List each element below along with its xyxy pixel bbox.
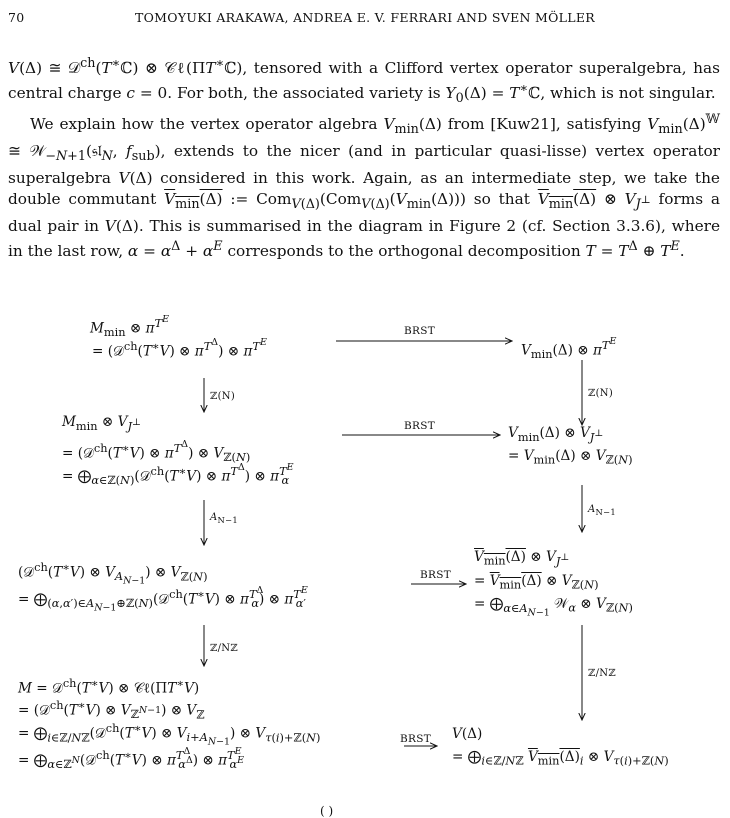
a-n-label-right (588, 500, 616, 523)
node-vmin-bar-tensor-vj: $V_{min}(\Delta)$ ⊗ $V_{J^\perp}$ (474, 549, 570, 568)
z-mod-n-label-right: ℤ/Nℤ (588, 668, 616, 679)
node-direct-sum-a-n: = $⨁_{(\alpha,\alpha')\in A_{N-1}\oplus ℤ(N)}(𝒟^{ch}(T^∗V)$ ⊗ $\pi^{T^\Delta}_\alpha$) ⊗ $\pi^{T^E}_{\alpha'}$ (18, 585, 308, 614)
body-text (8, 54, 720, 262)
node-m-min-tensor-pi: $M_{min}$ ⊗ $\pi^{T^E}$ (90, 314, 170, 340)
running-head (8, 10, 722, 30)
brst-label-3: BRST (420, 569, 452, 581)
node-v-delta: V(Δ) (452, 726, 483, 742)
commutative-diagram (0, 300, 730, 810)
a-letter-right: A (588, 504, 596, 515)
page-number: 70 (8, 10, 25, 25)
node-vmin-tensor-vzn: = $V_{min}(\Delta)$ ⊗ $V_{ℤ(N)}$ (508, 448, 633, 467)
node-dch-tensor-pi: = (𝒟$^{ch}$(T∗V) ⊗ $\pi^{T^\Delta}$) ⊗ $\pi^{T^E}$ (92, 337, 267, 360)
node-m-definition: M = 𝒟$^{ch}$(T∗V) ⊗ 𝒞ℓ(ΠT∗V) (18, 676, 200, 697)
brst-label-1: BRST (404, 325, 436, 337)
paragraph-1: V(Δ) ≅ 𝒟$^{ch}$(T∗ℂ) ⊗ 𝒞ℓ(ΠT∗ℂ), tensored with a Clifford vertex operator superalgebra, has central charge c = 0. For both, the associated variety is $Y_0(\Delta)$ = T∗ℂ, which is not singular. (8, 56, 720, 107)
node-vmin-bar-tensor-vzn: = $V_{min}(\Delta)$ ⊗ $V_{ℤ(N)}$ (474, 573, 599, 592)
node-dch-tensor-va: (𝒟$^{ch}$(T∗V) ⊗ $V_{A_{N-1}}$) ⊗ $V_{ℤ(N)}$ (18, 560, 208, 587)
node-vmin-tensor-pi: $V_{min}(\Delta)$ ⊗ $\pi^{T^E}$ (521, 336, 617, 362)
a-subscript-right: N−1 (595, 507, 616, 517)
z-n-label-right: ℤ(N) (588, 388, 614, 399)
partial-bottom-text: ( ) (320, 804, 334, 818)
brst-label-2: BRST (404, 420, 436, 432)
z-mod-n-label-left: ℤ/Nℤ (210, 643, 238, 654)
node-m-sum-z-n: = $⨁_{\alpha\in ℤ^N}(𝒟^{ch}(T^∗V)$ ⊗ $\pi^{T^\Delta}_{\alpha^\Delta}$) ⊗ $\pi^{T^E}_{\alpha^E}$ (18, 746, 245, 772)
node-w-alpha-sum: = $⨁_{\alpha\in A_{N-1}}$ 𝒲$_\alpha$ ⊗ $V_{ℤ(N)}$ (474, 596, 633, 618)
node-v-delta-sum: = $⨁_{i\in ℤ/Nℤ}$ $V_{min}(\Delta)_i$ ⊗ $V_{\tau(i)+ℤ(N)}$ (452, 749, 669, 768)
brst-label-4: BRST (400, 733, 432, 745)
paragraph-2: We explain how the vertex operator algebra $V_{min}(\Delta)$ from [Kuw21], satisfying $V_{min}(\Delta)^𝕎$ ≅ 𝒲$_{-N+1}$(𝔰𝔩$_N$, $f_{sub}$), extends to the nicer (and in particular quasi-lisse) vertex operator superalgebra V(Δ) considered in this work. Again, as an intermediate step, we take the double commutant $V_{min}(\Delta)$ := $Com_{V(\Delta)}(Com_{V(\Delta)}(V_{min}(\Delta)))$ so that $V_{min}(\Delta)$ ⊗ $V_{J^\perp}$ forms a dual pair in V(Δ). This is summarised in the diagram in Figure 2 (cf. Section 3.3.6), where in the last row, $\alpha = \alpha^\Delta + \alpha^E$ corresponds to the orthogonal decomposition $T = T^\Delta$ ⊕ $T^E$. (8, 112, 720, 260)
a-subscript: N−1 (217, 515, 238, 525)
z-n-label-left: ℤ(N) (210, 391, 236, 402)
node-direct-sum-z-n: = $⨁_{\alpha\in ℤ(N)}(𝒟^{ch}(T^∗V)$ ⊗ $\pi^{T^\Delta}$) ⊗ $\pi^{T^E}_\alpha$ (62, 462, 294, 488)
node-m-min-tensor-vj: $M_{min}$ ⊗ $V_{J^\perp}$ (62, 414, 141, 433)
header-authors: TOMOYUKI ARAKAWA, ANDREA E. V. FERRARI AND SVEN MÖLLER (134, 10, 595, 25)
node-m-sum-z-mod-n: = $⨁_{i\in ℤ/Nℤ}(𝒟^{ch}(T^∗V)$ ⊗ $V_{i+A_{N-1}}$) ⊗ $V_{\tau(i)+ℤ(N)}$ (18, 721, 321, 748)
node-dch-tensor-vzn: = (𝒟$^{ch}$(T∗V) ⊗ $\pi^{T^\Delta}$) ⊗ $V_{ℤ(N)}$ (62, 439, 251, 465)
a-n-label-left (210, 508, 238, 531)
a-letter: A (210, 512, 218, 523)
node-m-vz-form: = (𝒟$^{ch}$(T∗V) ⊗ $V_{ℤ^{N-1}}$) ⊗ $V_ℤ$ (18, 698, 205, 722)
node-vmin-tensor-vj: $V_{min}(\Delta)$ ⊗ $V_{J^\perp}$ (508, 425, 604, 444)
